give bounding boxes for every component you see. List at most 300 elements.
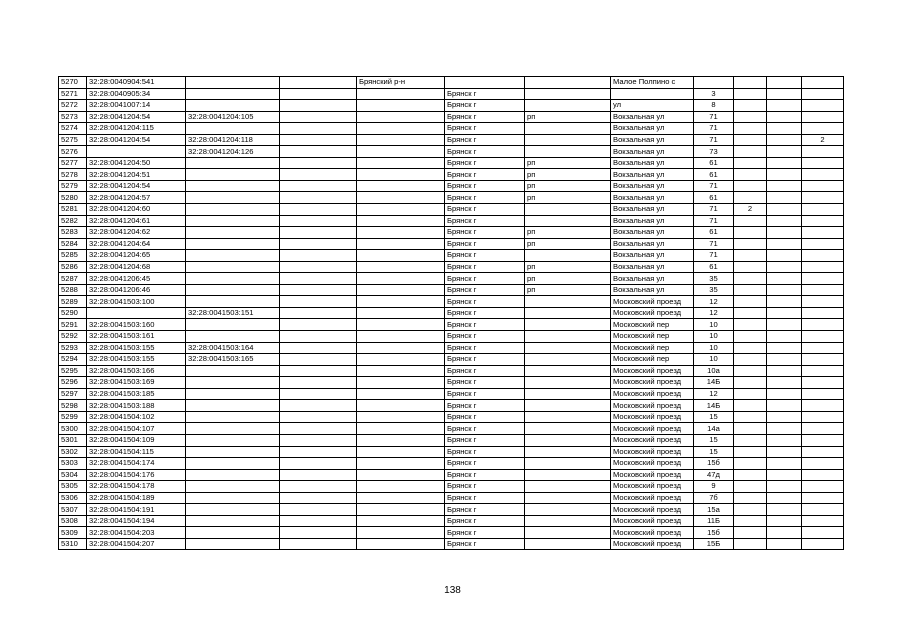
- cell-house: 71: [694, 123, 734, 135]
- cell-district: [357, 331, 445, 343]
- cell-flat: [767, 400, 802, 412]
- table-row: [59, 250, 844, 262]
- cell-house: 10: [694, 319, 734, 331]
- cell-cadastral-number: 32:28:0040904:541: [87, 77, 186, 89]
- cell-flat: [767, 354, 802, 366]
- cell-cadastral-number: 32:28:0041503:188: [87, 400, 186, 412]
- cell-previous-cadastral-number: [186, 527, 280, 539]
- cell-city: Брянск г: [445, 342, 525, 354]
- cell-cadastral-number: 32:28:0041204:57: [87, 192, 186, 204]
- cell-house: 14Б: [694, 377, 734, 389]
- cell-flat: [767, 227, 802, 239]
- cell-previous-cadastral-number: [186, 400, 280, 412]
- cell-extra: [802, 469, 844, 481]
- cell-flat: [767, 365, 802, 377]
- cell-previous-cadastral-number: [186, 157, 280, 169]
- cell-city: Брянск г: [445, 157, 525, 169]
- cell-city: Брянск г: [445, 481, 525, 493]
- cell-flat: [767, 319, 802, 331]
- cell-district: [357, 134, 445, 146]
- cell-city: Брянск г: [445, 504, 525, 516]
- cell-extra: [802, 423, 844, 435]
- cell-city: Брянск г: [445, 365, 525, 377]
- cell-city: Брянск г: [445, 273, 525, 285]
- cell-previous-cadastral-number: [186, 261, 280, 273]
- cell-extra: [802, 446, 844, 458]
- page-number: 138: [444, 585, 461, 596]
- cell-building: [734, 100, 767, 112]
- cell-house: 10: [694, 354, 734, 366]
- cell-district: [357, 238, 445, 250]
- cell-city: Брянск г: [445, 238, 525, 250]
- cell-settlement-type: [525, 423, 611, 435]
- cell-city: Брянск г: [445, 446, 525, 458]
- cell-row-number: 5275: [59, 134, 87, 146]
- cell-cadastral-number: 32:28:0041503:169: [87, 377, 186, 389]
- cell-flat: [767, 284, 802, 296]
- cell-previous-cadastral-number: 32:28:0041204:126: [186, 146, 280, 158]
- cell-empty: [280, 377, 357, 389]
- cell-street: Московский пер: [611, 354, 694, 366]
- cell-settlement-type: [525, 100, 611, 112]
- cell-cadastral-number: 32:28:0041204:50: [87, 157, 186, 169]
- cell-settlement-type: [525, 365, 611, 377]
- cell-street: Московский проезд: [611, 458, 694, 470]
- cell-extra: [802, 284, 844, 296]
- cell-city: Брянск г: [445, 169, 525, 181]
- cell-row-number: 5281: [59, 204, 87, 216]
- cell-row-number: 5279: [59, 180, 87, 192]
- cell-empty: [280, 296, 357, 308]
- cell-extra: [802, 192, 844, 204]
- cell-flat: [767, 377, 802, 389]
- cell-previous-cadastral-number: [186, 481, 280, 493]
- cell-flat: [767, 238, 802, 250]
- cell-flat: [767, 134, 802, 146]
- cell-house: 14а: [694, 423, 734, 435]
- cell-house: 15Б: [694, 538, 734, 550]
- cell-street: Московский проезд: [611, 504, 694, 516]
- cell-district: Брянский р-н: [357, 77, 445, 89]
- cell-district: [357, 250, 445, 262]
- cell-district: [357, 123, 445, 135]
- cell-extra: [802, 307, 844, 319]
- table-row: [59, 284, 844, 296]
- cell-extra: [802, 515, 844, 527]
- cell-settlement-type: [525, 250, 611, 262]
- cell-empty: [280, 157, 357, 169]
- cell-settlement-type: [525, 388, 611, 400]
- cell-house: 15: [694, 411, 734, 423]
- cell-district: [357, 469, 445, 481]
- cell-extra: [802, 492, 844, 504]
- cell-row-number: 5302: [59, 446, 87, 458]
- cell-settlement-type: [525, 146, 611, 158]
- cell-building: 2: [734, 204, 767, 216]
- cell-street: Вокзальная ул: [611, 204, 694, 216]
- cell-extra: [802, 342, 844, 354]
- cell-extra: [802, 100, 844, 112]
- cell-house: 15а: [694, 504, 734, 516]
- cell-house: 15б: [694, 458, 734, 470]
- cell-building: [734, 515, 767, 527]
- cell-previous-cadastral-number: [186, 204, 280, 216]
- cell-city: Брянск г: [445, 527, 525, 539]
- table-row: [59, 423, 844, 435]
- cell-street: Вокзальная ул: [611, 169, 694, 181]
- cell-district: [357, 354, 445, 366]
- cell-row-number: 5293: [59, 342, 87, 354]
- cell-cadastral-number: [87, 146, 186, 158]
- cell-empty: [280, 458, 357, 470]
- cell-house: 61: [694, 192, 734, 204]
- cell-previous-cadastral-number: 32:28:0041503:164: [186, 342, 280, 354]
- cell-settlement-type: [525, 411, 611, 423]
- cell-building: [734, 469, 767, 481]
- cell-empty: [280, 192, 357, 204]
- cell-row-number: 5291: [59, 319, 87, 331]
- cell-cadastral-number: 32:28:0041504:194: [87, 515, 186, 527]
- cell-settlement-type: [525, 88, 611, 100]
- cell-row-number: 5270: [59, 77, 87, 89]
- cell-city: Брянск г: [445, 134, 525, 146]
- cell-row-number: 5287: [59, 273, 87, 285]
- cell-row-number: 5278: [59, 169, 87, 181]
- cell-settlement-type: рп: [525, 273, 611, 285]
- cell-building: [734, 538, 767, 550]
- table-row: [59, 458, 844, 470]
- cell-empty: [280, 411, 357, 423]
- cell-district: [357, 215, 445, 227]
- cell-street: Вокзальная ул: [611, 273, 694, 285]
- cell-previous-cadastral-number: 32:28:0041503:151: [186, 307, 280, 319]
- cell-settlement-type: [525, 134, 611, 146]
- cell-street: Вокзальная ул: [611, 111, 694, 123]
- cell-building: [734, 434, 767, 446]
- cell-settlement-type: [525, 342, 611, 354]
- cell-building: [734, 111, 767, 123]
- cell-flat: [767, 538, 802, 550]
- cell-city: [445, 77, 525, 89]
- cell-empty: [280, 180, 357, 192]
- cell-street: Вокзальная ул: [611, 192, 694, 204]
- cell-street: Московский проезд: [611, 377, 694, 389]
- cell-previous-cadastral-number: [186, 365, 280, 377]
- cell-empty: [280, 134, 357, 146]
- table-row: [59, 180, 844, 192]
- cell-cadastral-number: 32:28:0041503:155: [87, 342, 186, 354]
- cell-cadastral-number: 32:28:0041503:161: [87, 331, 186, 343]
- cell-row-number: 5271: [59, 88, 87, 100]
- cell-house: 73: [694, 146, 734, 158]
- cell-empty: [280, 284, 357, 296]
- cell-previous-cadastral-number: [186, 411, 280, 423]
- cell-flat: [767, 481, 802, 493]
- table-row: [59, 527, 844, 539]
- cell-street: Вокзальная ул: [611, 180, 694, 192]
- cell-street: Московский проезд: [611, 307, 694, 319]
- cell-settlement-type: [525, 123, 611, 135]
- cell-house: 61: [694, 227, 734, 239]
- cell-cadastral-number: 32:28:0041204:60: [87, 204, 186, 216]
- cell-row-number: 5294: [59, 354, 87, 366]
- cell-district: [357, 423, 445, 435]
- cell-previous-cadastral-number: [186, 215, 280, 227]
- cell-house: 35: [694, 284, 734, 296]
- cell-extra: [802, 481, 844, 493]
- cell-row-number: 5272: [59, 100, 87, 112]
- cell-row-number: 5296: [59, 377, 87, 389]
- cell-house: 71: [694, 111, 734, 123]
- cell-district: [357, 504, 445, 516]
- cell-previous-cadastral-number: [186, 77, 280, 89]
- cell-street: Вокзальная ул: [611, 215, 694, 227]
- cell-row-number: 5295: [59, 365, 87, 377]
- cell-row-number: 5282: [59, 215, 87, 227]
- cell-cadastral-number: 32:28:0041504:189: [87, 492, 186, 504]
- cell-building: [734, 134, 767, 146]
- cell-house: 10: [694, 342, 734, 354]
- cell-cadastral-number: 32:28:0041503:155: [87, 354, 186, 366]
- cell-extra: [802, 111, 844, 123]
- cell-previous-cadastral-number: [186, 423, 280, 435]
- table-row: [59, 319, 844, 331]
- table-row: [59, 469, 844, 481]
- cell-row-number: 5292: [59, 331, 87, 343]
- table-row: [59, 492, 844, 504]
- cell-empty: [280, 423, 357, 435]
- cell-street: Московский проезд: [611, 411, 694, 423]
- cell-flat: [767, 331, 802, 343]
- cell-district: [357, 157, 445, 169]
- table-row: [59, 273, 844, 285]
- cell-house: 12: [694, 307, 734, 319]
- cell-settlement-type: [525, 377, 611, 389]
- cell-settlement-type: [525, 492, 611, 504]
- cell-building: [734, 227, 767, 239]
- cell-cadastral-number: 32:28:0041504:109: [87, 434, 186, 446]
- cell-flat: [767, 261, 802, 273]
- cell-settlement-type: [525, 77, 611, 89]
- cell-settlement-type: [525, 331, 611, 343]
- cell-extra: [802, 238, 844, 250]
- cell-building: [734, 504, 767, 516]
- cell-settlement-type: [525, 481, 611, 493]
- cell-street: Московский проезд: [611, 434, 694, 446]
- cell-extra: [802, 458, 844, 470]
- cell-building: [734, 400, 767, 412]
- cell-row-number: 5299: [59, 411, 87, 423]
- cell-previous-cadastral-number: [186, 515, 280, 527]
- cell-previous-cadastral-number: [186, 250, 280, 262]
- cell-city: Брянск г: [445, 411, 525, 423]
- cell-flat: [767, 192, 802, 204]
- cell-house: 12: [694, 388, 734, 400]
- cell-building: [734, 123, 767, 135]
- table-row: [59, 204, 844, 216]
- cell-previous-cadastral-number: [186, 446, 280, 458]
- cell-cadastral-number: 32:28:0041503:185: [87, 388, 186, 400]
- cell-previous-cadastral-number: [186, 88, 280, 100]
- cell-empty: [280, 388, 357, 400]
- cell-city: Брянск г: [445, 307, 525, 319]
- cell-settlement-type: рп: [525, 227, 611, 239]
- cell-building: [734, 273, 767, 285]
- table-row: [59, 515, 844, 527]
- cell-previous-cadastral-number: [186, 504, 280, 516]
- cell-flat: [767, 157, 802, 169]
- cell-empty: [280, 365, 357, 377]
- cell-settlement-type: [525, 400, 611, 412]
- table-row: [59, 134, 844, 146]
- cell-city: Брянск г: [445, 250, 525, 262]
- cell-city: Брянск г: [445, 331, 525, 343]
- cell-flat: [767, 180, 802, 192]
- cell-previous-cadastral-number: [186, 388, 280, 400]
- cell-building: [734, 331, 767, 343]
- cell-empty: [280, 307, 357, 319]
- cell-flat: [767, 273, 802, 285]
- cell-cadastral-number: 32:28:0041504:178: [87, 481, 186, 493]
- cell-city: Брянск г: [445, 515, 525, 527]
- cell-extra: [802, 204, 844, 216]
- cell-street: Московский проезд: [611, 423, 694, 435]
- cell-city: Брянск г: [445, 458, 525, 470]
- cell-settlement-type: рп: [525, 284, 611, 296]
- cell-extra: [802, 227, 844, 239]
- cell-previous-cadastral-number: [186, 238, 280, 250]
- cell-empty: [280, 504, 357, 516]
- cell-previous-cadastral-number: [186, 434, 280, 446]
- cell-flat: [767, 111, 802, 123]
- cell-building: [734, 192, 767, 204]
- cell-street: Вокзальная ул: [611, 238, 694, 250]
- cell-house: 15б: [694, 527, 734, 539]
- cell-previous-cadastral-number: [186, 492, 280, 504]
- cell-district: [357, 515, 445, 527]
- cell-building: [734, 446, 767, 458]
- cell-district: [357, 261, 445, 273]
- table-row: [59, 227, 844, 239]
- cell-settlement-type: [525, 515, 611, 527]
- cell-city: Брянск г: [445, 215, 525, 227]
- cell-empty: [280, 319, 357, 331]
- cell-extra: [802, 146, 844, 158]
- cell-building: [734, 180, 767, 192]
- cell-row-number: 5297: [59, 388, 87, 400]
- cell-cadastral-number: 32:28:0041504:191: [87, 504, 186, 516]
- cell-empty: [280, 434, 357, 446]
- cell-building: [734, 527, 767, 539]
- cell-empty: [280, 169, 357, 181]
- cell-previous-cadastral-number: 32:28:0041204:105: [186, 111, 280, 123]
- cell-city: Брянск г: [445, 423, 525, 435]
- cell-extra: [802, 157, 844, 169]
- cell-city: Брянск г: [445, 538, 525, 550]
- cell-building: [734, 215, 767, 227]
- cell-extra: [802, 319, 844, 331]
- cell-flat: [767, 411, 802, 423]
- cell-house: 61: [694, 261, 734, 273]
- table-row: [59, 411, 844, 423]
- cell-previous-cadastral-number: [186, 180, 280, 192]
- cell-cadastral-number: 32:28:0040905:34: [87, 88, 186, 100]
- cell-city: Брянск г: [445, 111, 525, 123]
- cell-extra: [802, 273, 844, 285]
- cell-flat: [767, 469, 802, 481]
- cell-flat: [767, 342, 802, 354]
- cell-empty: [280, 227, 357, 239]
- cell-row-number: 5298: [59, 400, 87, 412]
- cell-building: [734, 423, 767, 435]
- table-row: [59, 215, 844, 227]
- cell-row-number: 5300: [59, 423, 87, 435]
- cell-building: [734, 307, 767, 319]
- cell-previous-cadastral-number: [186, 273, 280, 285]
- cell-settlement-type: [525, 446, 611, 458]
- cell-city: Брянск г: [445, 284, 525, 296]
- cell-settlement-type: [525, 434, 611, 446]
- cell-row-number: 5288: [59, 284, 87, 296]
- cell-empty: [280, 261, 357, 273]
- cell-city: Брянск г: [445, 388, 525, 400]
- cell-cadastral-number: 32:28:0041504:203: [87, 527, 186, 539]
- table-row: [59, 365, 844, 377]
- cell-district: [357, 296, 445, 308]
- table-row: [59, 88, 844, 100]
- cell-extra: [802, 88, 844, 100]
- cell-street: Московский пер: [611, 342, 694, 354]
- cell-cadastral-number: 32:28:0041204:54: [87, 134, 186, 146]
- cell-cadastral-number: 32:28:0041504:107: [87, 423, 186, 435]
- cell-cadastral-number: 32:28:0041204:65: [87, 250, 186, 262]
- cell-house: 12: [694, 296, 734, 308]
- cell-building: [734, 388, 767, 400]
- cell-previous-cadastral-number: [186, 123, 280, 135]
- cell-row-number: 5273: [59, 111, 87, 123]
- cell-city: Брянск г: [445, 192, 525, 204]
- cell-district: [357, 434, 445, 446]
- cell-cadastral-number: 32:28:0041503:166: [87, 365, 186, 377]
- cell-building: [734, 238, 767, 250]
- cell-empty: [280, 100, 357, 112]
- cell-building: [734, 261, 767, 273]
- cell-previous-cadastral-number: [186, 169, 280, 181]
- cell-flat: [767, 446, 802, 458]
- cell-city: Брянск г: [445, 100, 525, 112]
- cell-street: Московский проезд: [611, 388, 694, 400]
- cell-city: Брянск г: [445, 400, 525, 412]
- cell-city: Брянск г: [445, 204, 525, 216]
- cell-house: 8: [694, 100, 734, 112]
- cell-row-number: 5309: [59, 527, 87, 539]
- cell-cadastral-number: 32:28:0041206:46: [87, 284, 186, 296]
- table-row: [59, 307, 844, 319]
- cell-district: [357, 192, 445, 204]
- cell-extra: [802, 365, 844, 377]
- cell-street: Московский проезд: [611, 481, 694, 493]
- cell-district: [357, 307, 445, 319]
- cell-previous-cadastral-number: [186, 284, 280, 296]
- cell-cadastral-number: 32:28:0041204:54: [87, 111, 186, 123]
- cell-house: 35: [694, 273, 734, 285]
- cell-house: 15: [694, 446, 734, 458]
- cell-settlement-type: [525, 319, 611, 331]
- cell-row-number: 5283: [59, 227, 87, 239]
- cell-settlement-type: рп: [525, 192, 611, 204]
- cell-street: Московский проезд: [611, 515, 694, 527]
- cell-building: [734, 481, 767, 493]
